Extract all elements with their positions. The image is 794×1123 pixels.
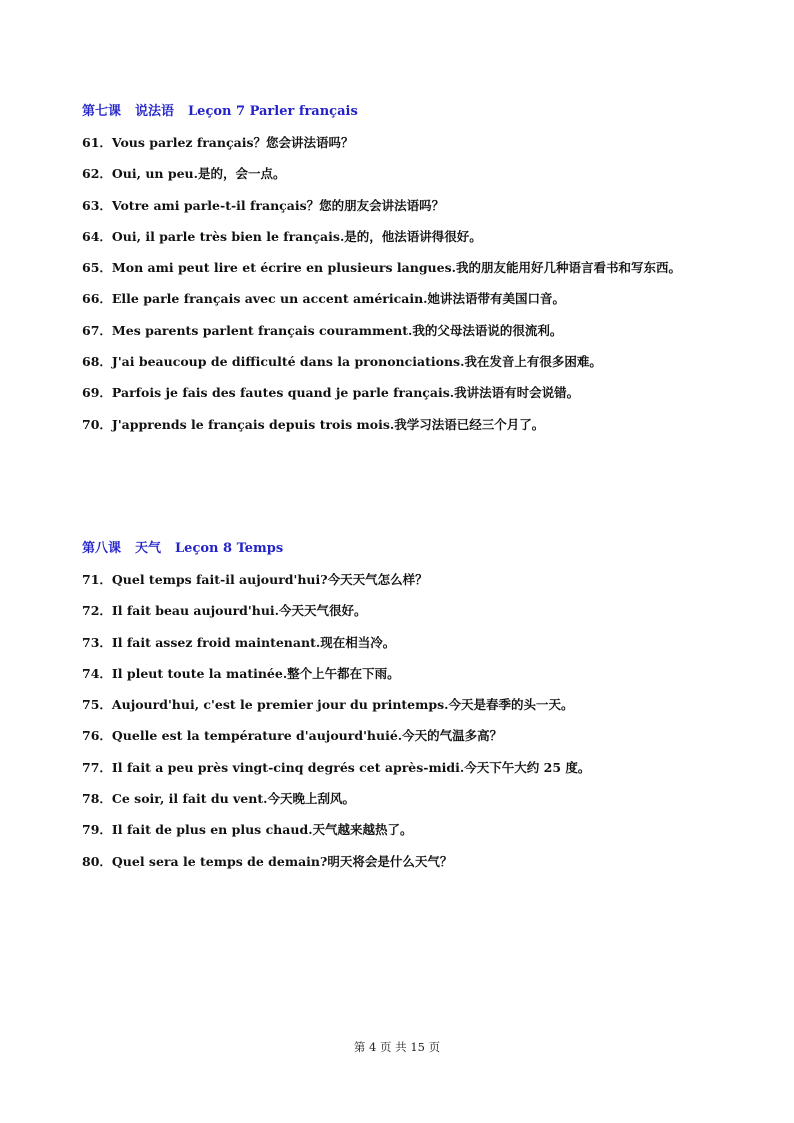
lesson-number-cn: 第七课 (82, 104, 122, 119)
phrase-item (82, 163, 742, 185)
phrase-number: 62． (82, 166, 112, 182)
phrase-text: Il fait assez froid maintenant.现在相当冷。 (111, 634, 396, 650)
lesson-topic-cn: 说法语 (135, 104, 175, 119)
phrase-text: Ce soir, il fait du vent.今天晚上刮风。 (111, 791, 355, 807)
page-footer: 第 4 页 共 15 页 (353, 1040, 441, 1054)
phrase-item (82, 569, 742, 591)
phrase-item (82, 132, 742, 154)
phrase-item (82, 663, 742, 685)
phrase-number: 74． (82, 665, 112, 681)
phrase-text: Oui, il parle très bien le français.是的，他法语讲得很好。 (111, 228, 482, 244)
phrase-item (82, 382, 742, 404)
phrase-number: 61． (82, 135, 112, 150)
lesson-topic-cn: 天气 (135, 541, 162, 556)
phrase-item (82, 725, 742, 747)
phrase-number: 78． (82, 791, 112, 807)
phrase-text: Aujourd'hui, c'est le premier jour du printemps.今天是春季的头一天。 (111, 697, 574, 713)
phrase-text: Oui, un peu.是的，会一点。 (111, 166, 286, 182)
phrase-text: Mon ami peut lire et écrire en plusieurs langues.我的朋友能用好几种语言看书和写东西。 (111, 260, 681, 276)
phrase-item (82, 694, 742, 716)
phrase-number: 68． (82, 354, 112, 370)
phrase-text: Mes parents parlent français couramment.我的父母法语说的很流利。 (111, 322, 563, 338)
phrase-number: 80． (82, 853, 112, 869)
lesson-number-cn: 第八课 (82, 541, 122, 556)
lesson-title-fr: Leçon 7 Parler français (188, 104, 358, 119)
phrase-item (82, 351, 742, 373)
phrase-text: Il pleut toute la matinée.整个上午都在下雨。 (111, 665, 400, 681)
lesson-7-section (82, 101, 742, 445)
phrase-number: 69． (82, 385, 112, 401)
phrase-item (82, 632, 742, 654)
phrase-text: Il fait de plus en plus chaud.天气越来越热了。 (111, 822, 413, 838)
phrase-text: Parfois je fais des fautes quand je parle français.我讲法语有时会说错。 (111, 385, 580, 401)
phrase-text: J'ai beaucoup de difficulté dans la prononciations.我在发音上有很多困难。 (111, 354, 602, 370)
phrase-item (82, 288, 742, 310)
phrase-item (82, 600, 742, 622)
phrase-number: 72． (82, 603, 112, 619)
phrase-item (82, 757, 742, 779)
phrase-number: 73． (82, 634, 112, 650)
phrase-number: 63． (82, 197, 112, 213)
phrase-number: 67． (82, 322, 112, 338)
phrase-item (82, 788, 742, 810)
phrase-number: 79． (82, 822, 112, 838)
phrase-text: Quel sera le temps de demain?明天将会是什么天气？ (111, 853, 453, 869)
phrase-item (82, 195, 742, 217)
phrase-item (82, 320, 742, 342)
phrase-text: Il fait beau aujourd'hui.今天天气很好。 (111, 603, 367, 619)
phrase-number: 76． (82, 728, 112, 744)
phrase-number: 77． (82, 759, 112, 775)
phrase-number: 65． (82, 260, 112, 276)
phrase-text: Elle parle français avec un accent américain.她讲法语带有美国口音。 (111, 291, 566, 307)
phrase-number: 70． (82, 416, 112, 432)
phrase-item (82, 414, 742, 436)
phrase-number: 75． (82, 697, 112, 713)
phrase-item (82, 226, 742, 248)
phrase-number: 64． (82, 228, 112, 244)
phrase-text: Quel temps fait-il aujourd'hui?今天天气怎么样？ (111, 572, 428, 587)
lesson-7-heading (82, 101, 742, 123)
phrase-number: 71． (82, 572, 112, 587)
phrase-text: Vous parlez français？您会讲法语吗？ (111, 135, 354, 150)
phrase-item (82, 851, 742, 873)
phrase-text: Quelle est la température d'aujourd'huié.今天的气温多高？ (111, 728, 503, 744)
phrase-item (82, 819, 742, 841)
phrase-item (82, 257, 742, 279)
phrase-text: Votre ami parle-t-il français？您的朋友会讲法语吗？ (111, 197, 445, 213)
lesson-title-fr: Leçon 8 Temps (175, 541, 284, 556)
phrase-number: 66． (82, 291, 112, 307)
lesson-8-heading (82, 538, 742, 560)
phrase-text: J'apprends le français depuis trois mois.我学习法语已经三个月了。 (111, 416, 545, 432)
lesson-8-section (82, 538, 742, 882)
phrase-text: Il fait a peu près vingt-cinq degrés cet après-midi.今天下午大约 25 度。 (111, 759, 591, 775)
